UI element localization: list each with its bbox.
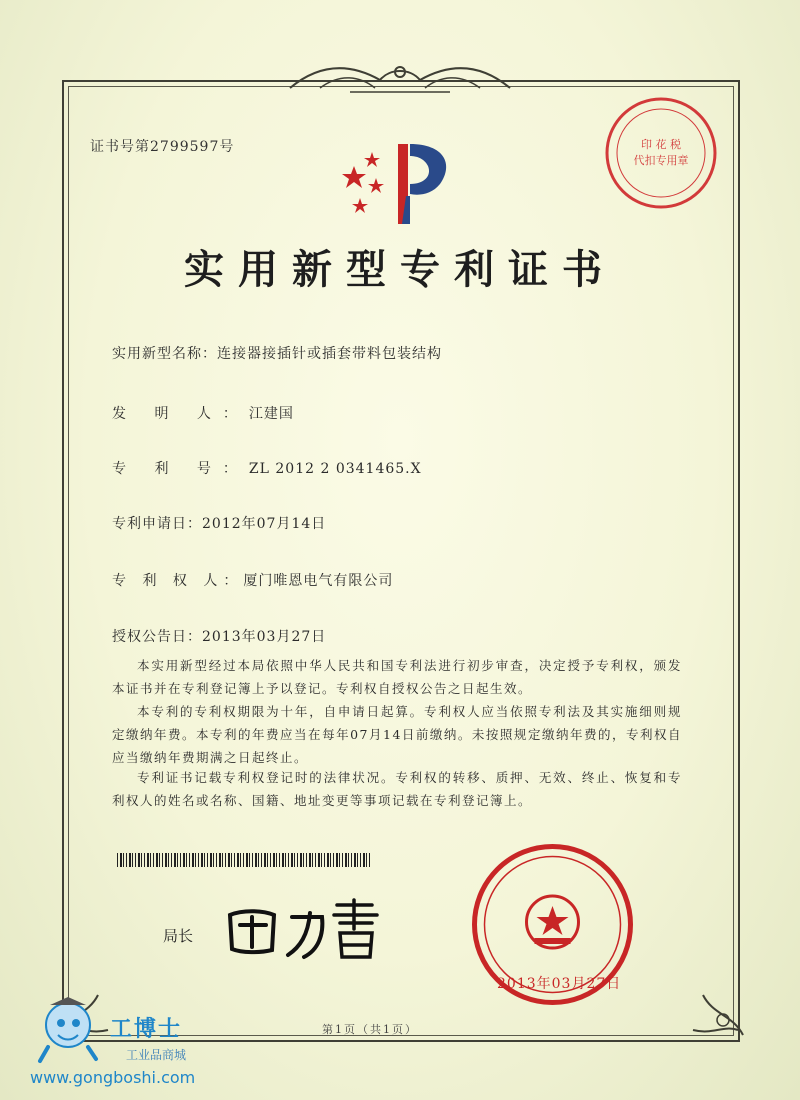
body-paragraph: 本实用新型经过本局依照中华人民共和国专利法进行初步审查，决定授予专利权，颁发本证书并在专利登记簿上予以登记。专利权自授权公告之日起生效。 [112,658,682,696]
watermark-url: www.gongboshi.com [30,1068,196,1087]
director-signature-icon [222,895,392,965]
field-label: 实用新型名称： [112,346,217,362]
certificate-title: 实用新型专利证书 [184,246,616,293]
field-value: ZL 2012 2 0341465.X [248,461,422,477]
field-label: 专利申请日： [112,516,202,532]
page-indicator: 第1页（共1页） [322,1023,418,1036]
svg-text:印 花 税: 印 花 税 [641,138,681,151]
proxy-seal-icon [602,94,720,212]
field-value: 2012年07月14日 [202,516,327,532]
field-application-date [112,513,326,533]
field-utility-model-name [112,343,442,363]
watermark-brand: 工博士 [110,1017,183,1042]
field-label: 专 利 权 人： [112,573,244,589]
director-label: 局长 [163,927,194,945]
seal-date: 2013年03月27日 [497,976,622,992]
top-ornament-icon [280,58,520,98]
corner-ornament-icon [683,975,753,1045]
certificate-number: 证书号第2799597号 [90,139,235,155]
field-label: 专 利 号： [112,461,249,477]
svg-text:代扣专用章: 代扣专用章 [633,154,689,167]
field-inventor [112,403,294,423]
patent-office-emblem-icon [336,134,466,234]
field-value: 连接器接插针或插套带料包装结构 [217,346,442,362]
watermark-subtitle: 工业品商城 [126,1048,187,1062]
mascot-logo-icon [28,995,118,1067]
field-value: 2013年03月27日 [202,629,327,645]
field-value: 厦门唯恩电气有限公司 [243,573,394,589]
field-value: 江建国 [248,406,294,422]
field-patentee [112,570,393,590]
field-patent-number [112,458,422,478]
field-grant-date [112,626,326,646]
field-label: 发 明 人： [112,406,249,422]
field-label: 授权公告日： [112,629,202,645]
body-paragraph: 本专利的专利权期限为十年，自申请日起算。专利权人应当依照专利法及其实施细则规定缴纳年费。本专利的年费应当在每年07月14日前缴纳。未按照规定缴纳年费的，专利权自应当缴纳年费期满之日起终止。 [112,704,682,765]
body-paragraph: 专利证书记载专利权登记时的法律状况。专利权的转移、质押、无效、终止、恢复和专利权人的姓名或名称、国籍、地址变更等事项记载在专利登记簿上。 [112,770,682,808]
barcode [117,853,372,867]
